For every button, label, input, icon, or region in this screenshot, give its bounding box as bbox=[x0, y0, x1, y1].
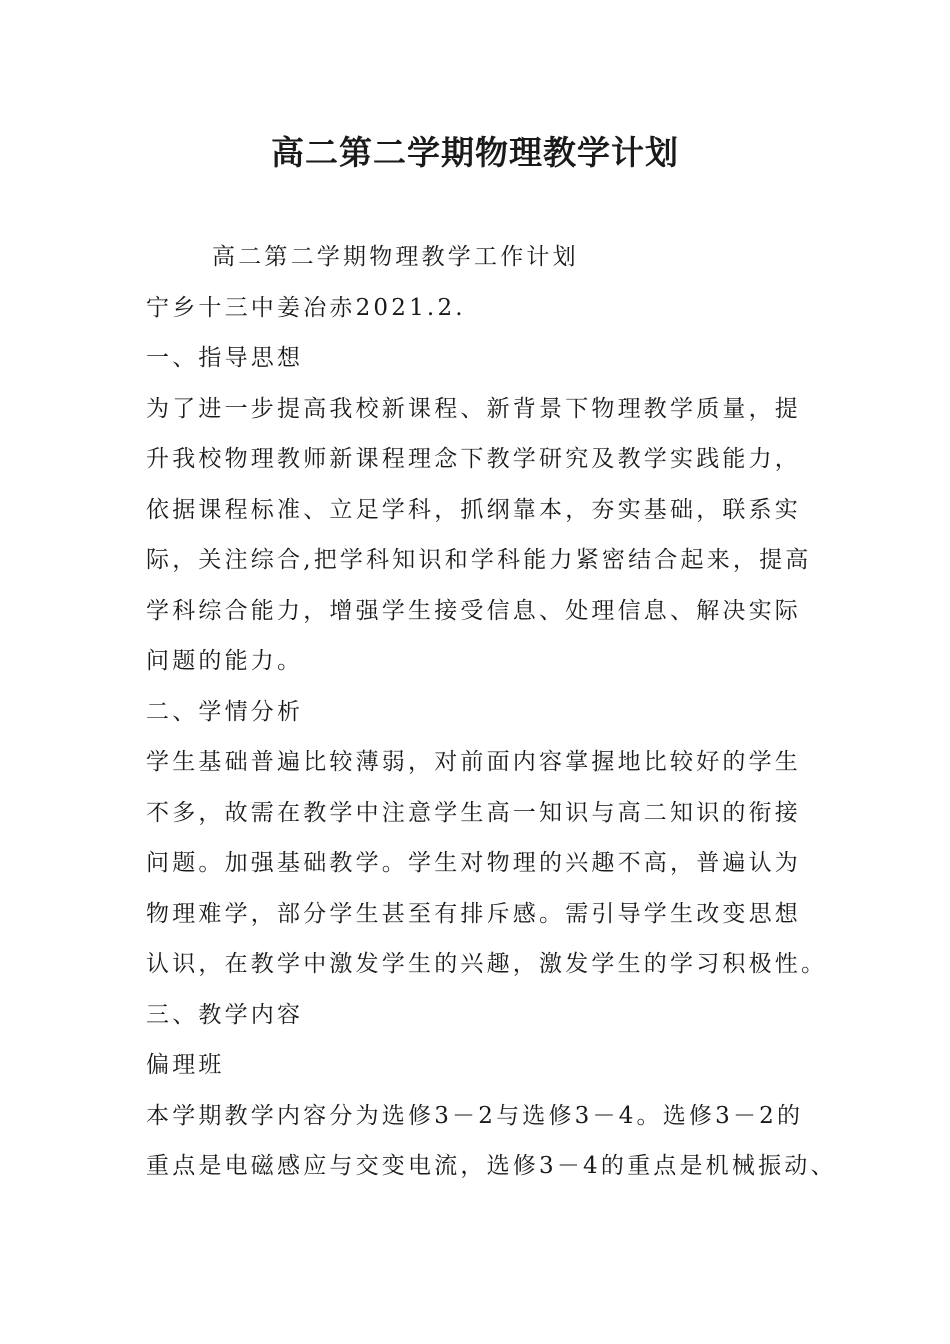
paragraph-line: 认识，在教学中激发学生的兴趣，激发学生的学习积极性。 bbox=[146, 951, 828, 977]
document-title: 高二第二学期物理教学计划 bbox=[271, 133, 679, 172]
subtitle-line: 高二第二学期物理教学工作计划 bbox=[212, 244, 579, 270]
paragraph-line: 依据课程标准、立足学科，抓纲靠本，夯实基础，联系实 bbox=[146, 496, 801, 523]
subsection-heading-science-class: 偏理班 bbox=[146, 1052, 225, 1078]
paragraph-line: 问题的能力。 bbox=[146, 648, 304, 674]
paragraph-line: 际，关注综合,把学科知识和学科能力紧密结合起来，提高 bbox=[146, 547, 812, 573]
author-line: 宁乡十三中姜冶赤2021.2. bbox=[146, 294, 466, 321]
paragraph-line: 学生基础普遍比较薄弱，对前面内容掌握地比较好的学生 bbox=[146, 749, 801, 775]
document-body bbox=[146, 232, 837, 1192]
section-heading-student-analysis: 二、学情分析 bbox=[146, 698, 304, 725]
paragraph-line: 重点是电磁感应与交变电流，选修3－4的重点是机械振动、 bbox=[146, 1153, 837, 1179]
paragraph-line: 为了进一步提高我校新课程、新背景下物理教学质量，提 bbox=[146, 395, 801, 422]
section-heading-guiding-ideology: 一、指导思想 bbox=[146, 345, 304, 371]
paragraph-line: 学科综合能力，增强学生接受信息、处理信息、解决实际 bbox=[146, 597, 801, 624]
section-heading-teaching-content: 三、教学内容 bbox=[146, 1001, 304, 1028]
paragraph-line: 升我校物理教师新课程理念下教学研究及教学实践能力， bbox=[146, 446, 801, 472]
paragraph-line: 问题。加强基础教学。学生对物理的兴趣不高，普遍认为 bbox=[146, 850, 801, 876]
paragraph-line: 本学期教学内容分为选修3－2与选修3－4。选修3－2的 bbox=[146, 1102, 804, 1129]
paragraph-line: 不多，故需在教学中注意学生高一知识与高二知识的衔接 bbox=[146, 799, 801, 826]
paragraph-line: 物理难学，部分学生甚至有排斥感。需引导学生改变思想 bbox=[146, 900, 801, 927]
